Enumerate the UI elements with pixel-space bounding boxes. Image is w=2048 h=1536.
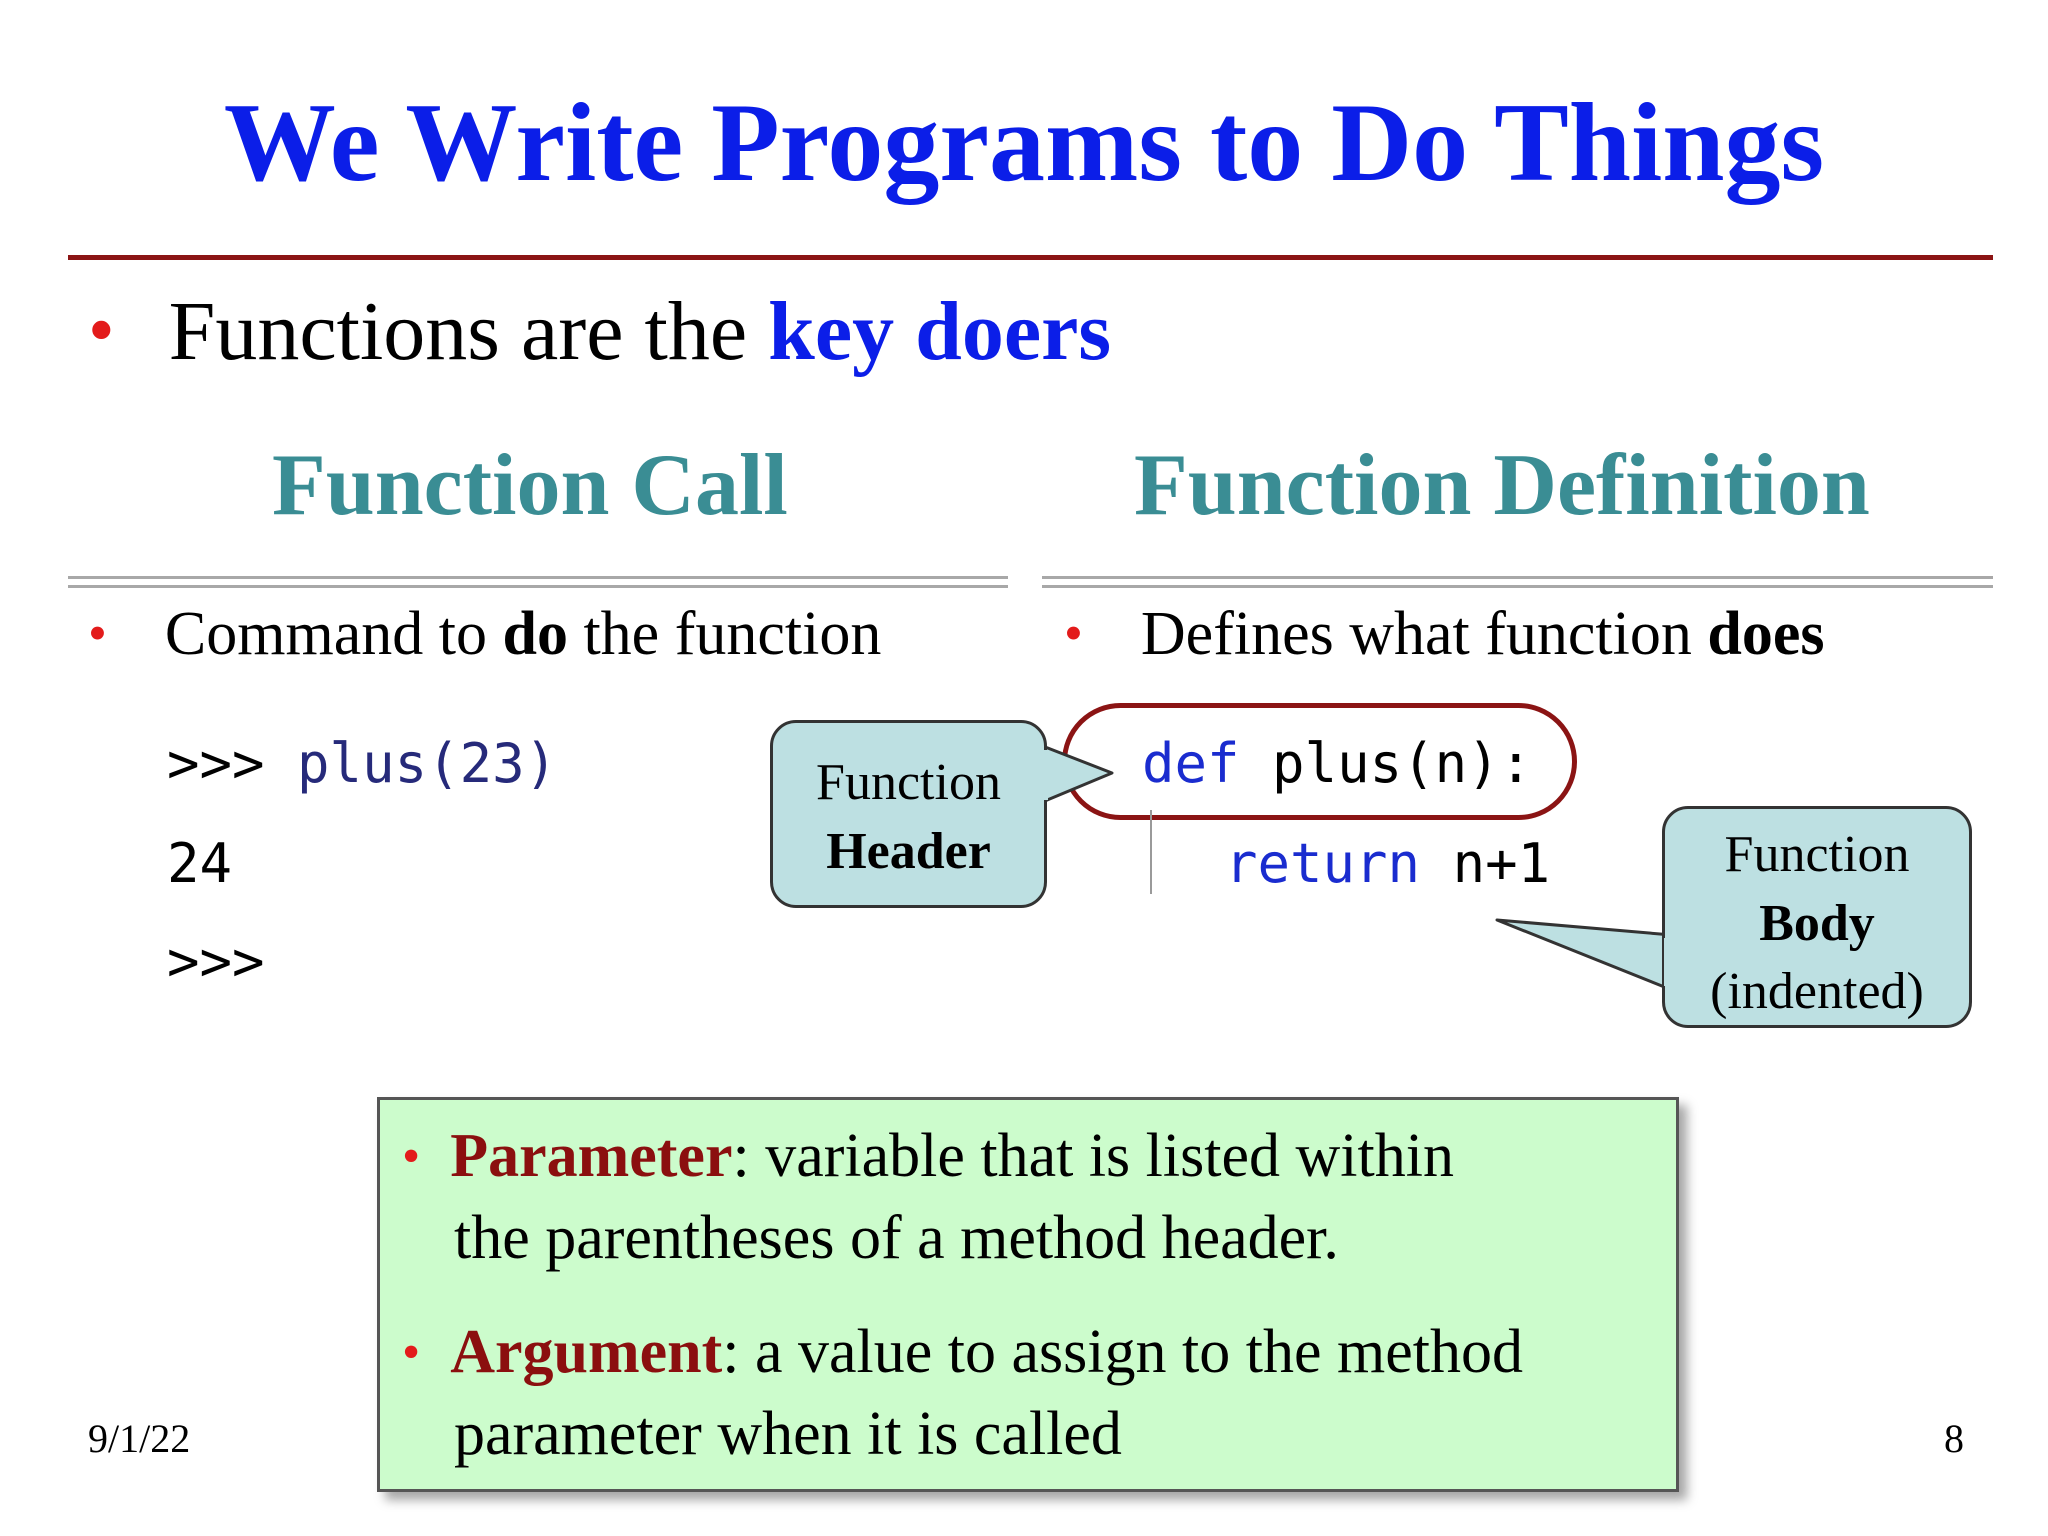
bullet-bold: does bbox=[1707, 600, 1825, 668]
definition-argument bbox=[402, 1312, 1652, 1476]
bullet-icon: • bbox=[88, 288, 115, 372]
definition-term: Argument bbox=[450, 1318, 723, 1386]
definitions-box bbox=[377, 1097, 1679, 1492]
call-expression: plus(23) bbox=[297, 732, 558, 795]
bullet-text: the function bbox=[567, 600, 882, 668]
slide-title: We Write Programs to Do Things bbox=[223, 81, 1825, 205]
body-pointer-join bbox=[1664, 938, 1672, 986]
def-keyword: def bbox=[1142, 732, 1240, 795]
callout-line-bold: Body bbox=[1759, 894, 1875, 952]
definition-text: : variable that is listed within bbox=[732, 1122, 1454, 1190]
return-keyword: return bbox=[1225, 832, 1421, 895]
definition-term: Parameter bbox=[450, 1122, 733, 1190]
body-pointer bbox=[1497, 920, 1672, 990]
code-prompt: >>> bbox=[167, 930, 265, 993]
function-signature: plus(n): bbox=[1239, 732, 1533, 795]
definition-continuation: parameter when it is called bbox=[454, 1399, 1122, 1468]
bullet-text: Defines what function bbox=[1140, 600, 1708, 668]
bullet-bold: do bbox=[502, 600, 568, 668]
bullet-icon: • bbox=[402, 1324, 421, 1381]
definition-text: : a value to assign to the method bbox=[722, 1318, 1523, 1386]
return-expression: n+1 bbox=[1420, 832, 1551, 895]
main-bullet-text: Functions are the bbox=[168, 285, 769, 378]
header-pointer bbox=[1040, 745, 1112, 803]
prompt: >>> bbox=[167, 732, 298, 795]
callout-line-bold: Header bbox=[826, 822, 991, 880]
bullet-text: Command to bbox=[164, 600, 503, 668]
footer-date: 9/1/22 bbox=[88, 1416, 191, 1461]
main-bullet-emphasis: key doers bbox=[768, 285, 1112, 378]
callout-line: Function bbox=[816, 754, 1001, 811]
code-result: 24 bbox=[167, 832, 233, 895]
page-number: 8 bbox=[1944, 1416, 1964, 1461]
function-definition-heading: Function Definition bbox=[1134, 437, 1870, 534]
function-body-callout bbox=[1662, 806, 1972, 1028]
function-header-callout bbox=[770, 720, 1047, 908]
bullet-icon: • bbox=[402, 1128, 421, 1185]
function-call-heading: Function Call bbox=[272, 437, 788, 534]
definition-continuation: the parentheses of a method header. bbox=[454, 1203, 1339, 1272]
bullet-icon: • bbox=[1064, 603, 1083, 663]
callout-line: Function bbox=[1724, 826, 1910, 883]
bullet-icon: • bbox=[88, 603, 107, 663]
definition-parameter bbox=[402, 1116, 1652, 1280]
callout-line: (indented) bbox=[1710, 963, 1924, 1021]
header-pointer-join bbox=[1040, 750, 1048, 800]
